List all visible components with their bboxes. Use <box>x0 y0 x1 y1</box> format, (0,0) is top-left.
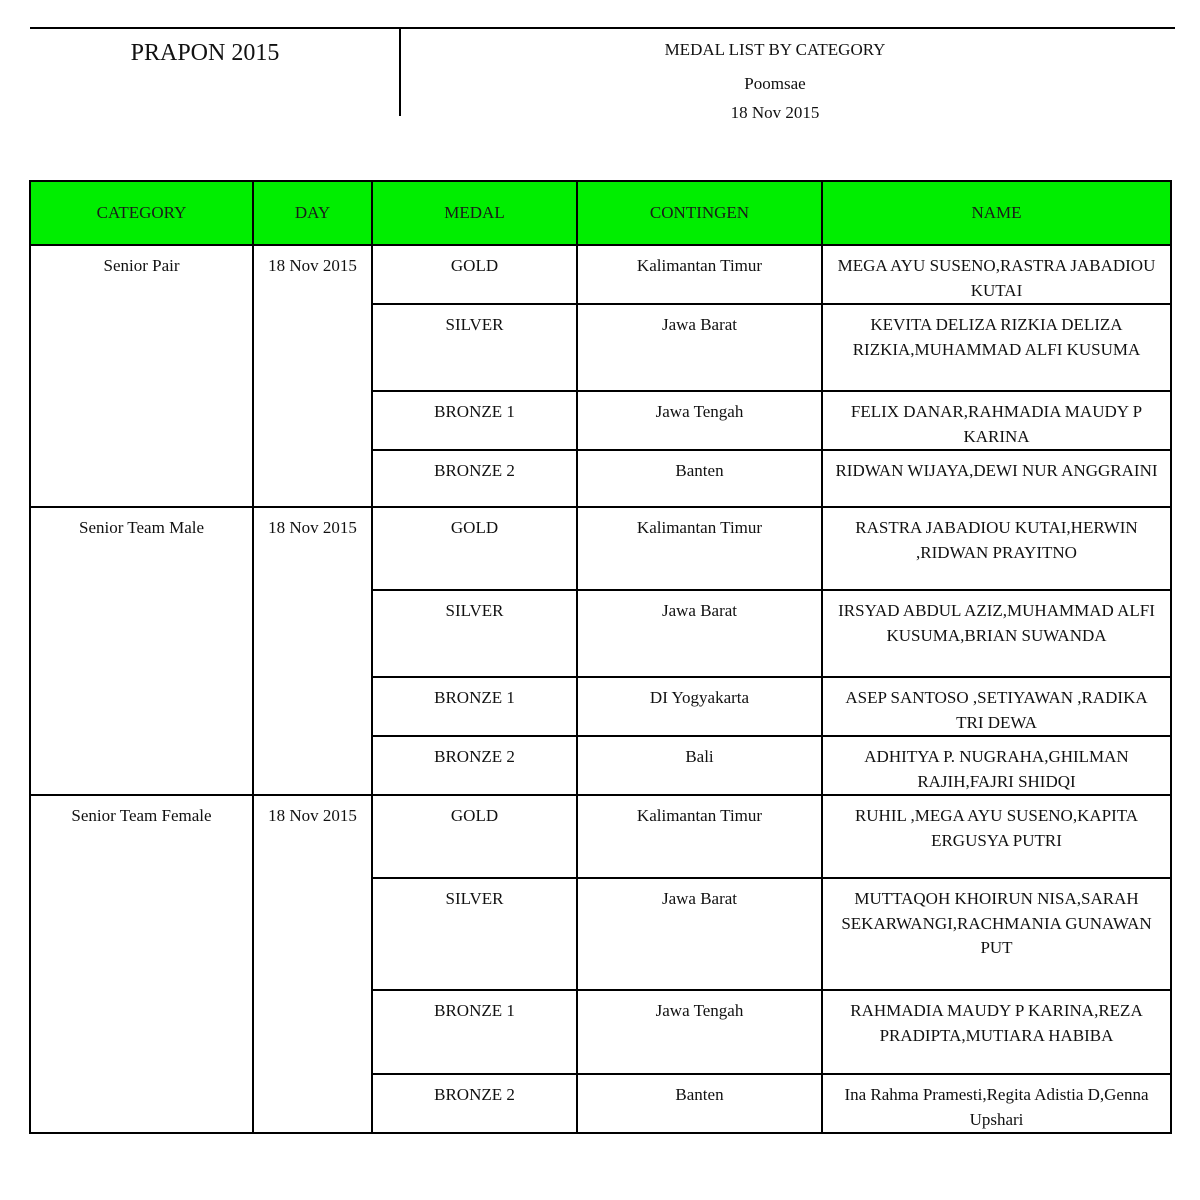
contingent-cell: Banten <box>577 1074 822 1133</box>
medal-cell: GOLD <box>372 245 577 304</box>
medal-cell: BRONZE 1 <box>372 677 577 736</box>
contingent-cell: Jawa Barat <box>577 590 822 677</box>
medal-cell: BRONZE 1 <box>372 990 577 1074</box>
contingent-cell: DI Yogyakarta <box>577 677 822 736</box>
column-header-day: DAY <box>253 181 372 245</box>
contingent-cell: Banten <box>577 450 822 507</box>
contingent-cell: Kalimantan Timur <box>577 795 822 878</box>
event-title: PRAPON 2015 <box>130 40 280 66</box>
names-cell: MUTTAQOH KHOIRUN NISA,SARAH SEKARWANGI,RACHMANIA GUNAWAN PUT <box>822 878 1171 990</box>
table-row <box>30 507 1171 590</box>
medal-table <box>29 180 1172 1134</box>
contingent-cell: Jawa Barat <box>577 304 822 391</box>
medal-cell: BRONZE 2 <box>372 450 577 507</box>
table-row <box>30 245 1171 304</box>
table-row <box>30 795 1171 878</box>
names-cell: ASEP SANTOSO ,SETIYAWAN ,RADIKA TRI DEWA <box>822 677 1171 736</box>
contingent-cell: Jawa Barat <box>577 878 822 990</box>
medal-cell: BRONZE 2 <box>372 1074 577 1133</box>
names-cell: RUHIL ,MEGA AYU SUSENO,KAPITA ERGUSYA PUTRI <box>822 795 1171 878</box>
column-header-name: NAME <box>822 181 1171 245</box>
medal-cell: SILVER <box>372 304 577 391</box>
contingent-cell: Kalimantan Timur <box>577 507 822 590</box>
header-top-rule <box>30 27 1175 29</box>
column-header-medal: MEDAL <box>372 181 577 245</box>
medal-cell: BRONZE 2 <box>372 736 577 795</box>
day-cell: 18 Nov 2015 <box>253 245 372 507</box>
names-cell: RAHMADIA MAUDY P KARINA,REZA PRADIPTA,MUTIARA HABIBA <box>822 990 1171 1074</box>
contingent-cell: Kalimantan Timur <box>577 245 822 304</box>
names-cell: RIDWAN WIJAYA,DEWI NUR ANGGRAINI <box>822 450 1171 507</box>
names-cell: IRSYAD ABDUL AZIZ,MUHAMMAD ALFI KUSUMA,BRIAN SUWANDA <box>822 590 1171 677</box>
names-cell: ADHITYA P. NUGRAHA,GHILMAN RAJIH,FAJRI SHIDQI <box>822 736 1171 795</box>
category-cell: Senior Team Female <box>30 795 253 1133</box>
medal-cell: SILVER <box>372 590 577 677</box>
contingent-cell: Jawa Tengah <box>577 990 822 1074</box>
medal-cell: SILVER <box>372 878 577 990</box>
discipline-label: Poomsae <box>744 74 806 93</box>
medal-cell: GOLD <box>372 507 577 590</box>
column-header-category: CATEGORY <box>30 181 253 245</box>
column-header-contingent: CONTINGEN <box>577 181 822 245</box>
names-cell: RASTRA JABADIOU KUTAI,HERWIN ,RIDWAN PRAYITNO <box>822 507 1171 590</box>
names-cell: MEGA AYU SUSENO,RASTRA JABADIOU KUTAI <box>822 245 1171 304</box>
names-cell: FELIX DANAR,RAHMADIA MAUDY P KARINA <box>822 391 1171 450</box>
report-title: MEDAL LIST BY CATEGORY <box>664 40 886 59</box>
day-cell: 18 Nov 2015 <box>253 795 372 1133</box>
medal-cell: GOLD <box>372 795 577 878</box>
names-cell: KEVITA DELIZA RIZKIA DELIZA RIZKIA,MUHAMMAD ALFI KUSUMA <box>822 304 1171 391</box>
contingent-cell: Bali <box>577 736 822 795</box>
category-cell: Senior Pair <box>30 245 253 507</box>
names-cell: Ina Rahma Pramesti,Regita Adistia D,Genna Upshari <box>822 1074 1171 1133</box>
day-cell: 18 Nov 2015 <box>253 507 372 795</box>
category-cell: Senior Team Male <box>30 507 253 795</box>
medal-cell: BRONZE 1 <box>372 391 577 450</box>
report-date: 18 Nov 2015 <box>730 103 820 122</box>
contingent-cell: Jawa Tengah <box>577 391 822 450</box>
table-header-row <box>30 181 1171 245</box>
header-divider <box>399 28 401 116</box>
